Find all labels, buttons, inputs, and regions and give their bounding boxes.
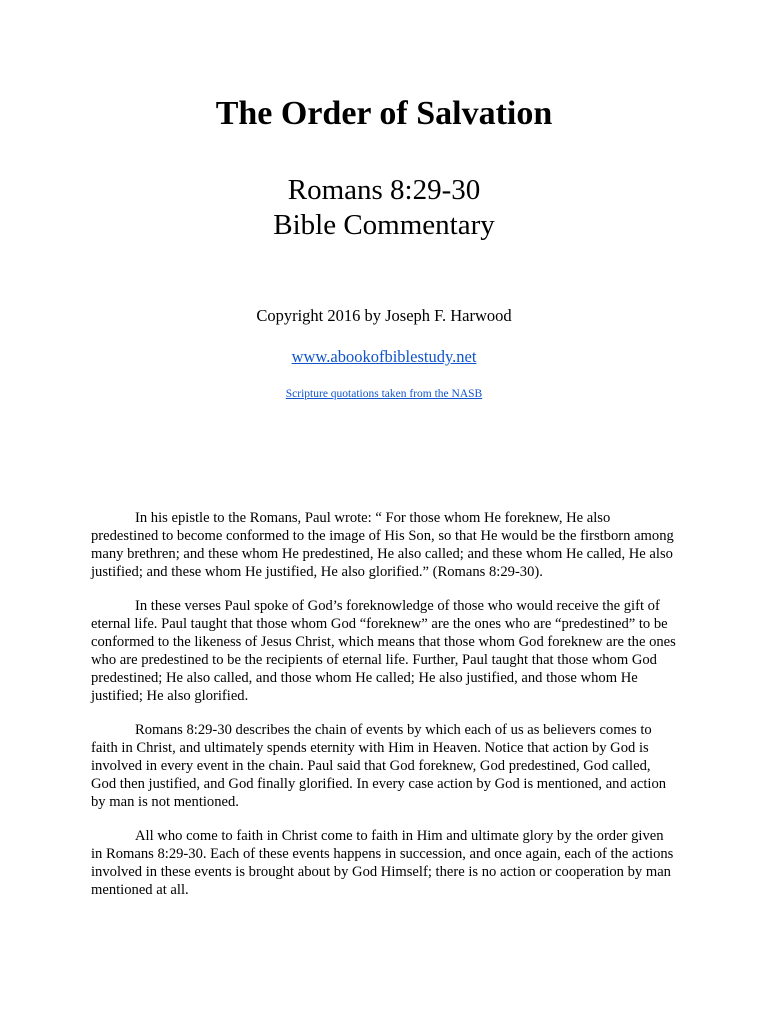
paragraph: All who come to faith in Christ come to faith in Him and ultimate glory by the order given in Romans 8:29-30. Each of these events happens in succession, and once again, each of the actions involved in these events is brought about by God Himself; there is no action or cooperation by man mentioned at all. [91, 828, 674, 898]
website-link-container [0, 346, 768, 368]
paragraph: In his epistle to the Romans, Paul wrote: “ For those whom He foreknew, He also predestined to become conformed to the image of His Son, so that He would be the firstborn among many brethren; and these whom He predestined, He also called; and these whom He called, He also justified; and these whom He justified, He also glorified.” (Romans 8:29-30). [91, 510, 674, 580]
copyright-notice: Copyright 2016 by Joseph F. Harwood [256, 306, 512, 325]
paragraph: Romans 8:29-30 describes the chain of events by which each of us as believers comes to faith in Christ, and ultimately spends eternity with Him in Heaven. Notice that action by God is involved in every event in the chain. Paul said that God foreknew, God predestined, God called, God then justified, and God finally glorified. In every case action by God is mentioned, and action by man is not mentioned. [91, 722, 667, 810]
website-link[interactable]: www.abookofbiblestudy.net [291, 347, 477, 366]
commentary-body [91, 509, 677, 915]
scripture-note-container [0, 386, 768, 402]
paragraph: In these verses Paul spoke of God’s foreknowledge of those who would receive the gift of eternal life. Paul taught that those whom God “foreknew” are the ones who are “predestined” to be conformed to the likeness of Jesus Christ, which means that those whom God foreknew are the ones who are predestined to be the recipients of eternal life. Further, Paul taught that those whom God predestined; He also called, and those whom He called; He also justified, and those whom He justified; He also glorified. [91, 598, 676, 704]
scripture-note-link[interactable]: Scripture quotations taken from the NASB [285, 388, 483, 400]
document-subtitle: Bible Commentary [273, 209, 495, 241]
scripture-reference: Romans 8:29-30 [287, 174, 481, 206]
page-title: The Order of Salvation [215, 95, 553, 132]
